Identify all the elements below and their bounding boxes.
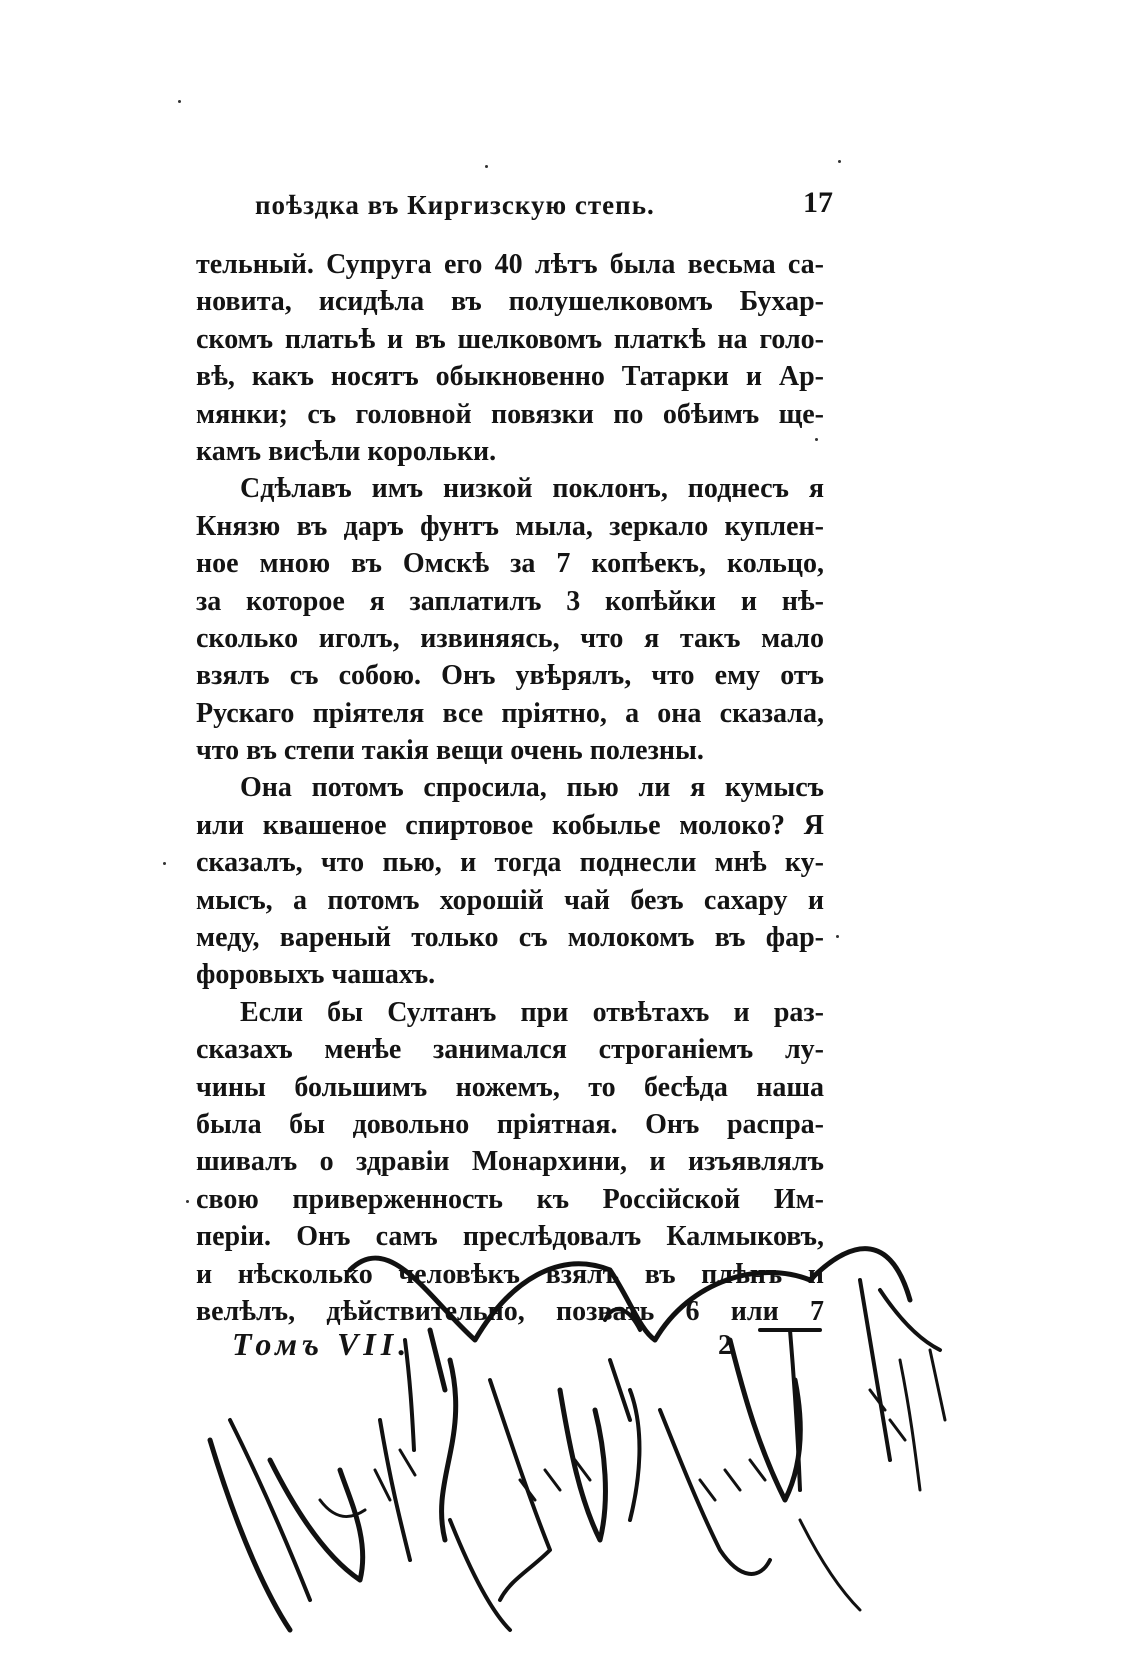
text-line: камъ висѣли корольки. (196, 435, 497, 467)
scan-speck (815, 438, 818, 441)
page-number: 17 (803, 186, 833, 219)
text-line: сколько иголъ, извиняясь, что я такъ мало (196, 622, 824, 654)
text-line: ное мною въ Омскѣ за 7 копѣекъ, кольцо, (196, 548, 824, 580)
text-line: сказахъ менѣе занимался строганіемъ лу- (196, 1034, 824, 1066)
scan-speck (163, 862, 166, 865)
signature-mark: 2 (718, 1330, 732, 1361)
text-line: Рускаго пріятеля все пріятно, а она сказала, (196, 697, 824, 729)
text-line: форовыхъ чашахъ. (196, 959, 436, 991)
scan-speck (838, 160, 841, 163)
text-line: свою приверженность къ Россійской Им- (196, 1183, 824, 1215)
text-line: сказалъ, что пью, и тогда поднесли мнѣ ку- (196, 847, 824, 879)
text-line: мянки; съ головной повязки по обѣимъ ще- (196, 398, 824, 430)
text-line: вѣ, какъ носятъ обыкновенно Татарки и Ар- (196, 361, 824, 393)
text-line: взялъ съ собою. Онъ увѣрялъ, что ему отъ (196, 660, 824, 692)
text-line: тельный. Супруга его 40 лѣтъ была весьма са- (196, 249, 824, 280)
text-line: новита, исидѣла въ полушелковомъ Бухар- (196, 286, 824, 318)
text-line: Если бы Султанъ при отвѣтахъ и раз- (240, 996, 824, 1028)
scan-speck (178, 100, 181, 103)
volume-label: Томъ VII. (232, 1326, 412, 1362)
text-line: была бы довольно пріятная. Онъ распра- (196, 1108, 824, 1140)
body-text (196, 246, 824, 1330)
text-line: велѣлъ, дѣйствительно, позвать 6 или 7 (196, 1295, 824, 1327)
handwritten-stamp-marks (200, 1220, 1020, 1640)
text-line: чины большимъ ножемъ, то бесѣда наша (196, 1071, 824, 1103)
scan-speck (836, 935, 839, 938)
text-line: шивалъ о здравіи Монархини, и изъявлялъ (196, 1146, 824, 1178)
text-line: скомъ платьѣ и въ шелковомъ платкѣ на голо- (196, 323, 824, 355)
text-line: Она потомъ спросила, пью ли я кумысъ (240, 772, 824, 804)
text-line: что въ степи такія вещи очень полезны. (196, 735, 704, 767)
scan-speck (186, 1200, 189, 1203)
text-line: мысъ, а потомъ хорошій чай безъ сахару и (196, 884, 824, 916)
text-line: Сдѣлавъ имъ низкой поклонъ, поднесъ я (240, 473, 824, 505)
text-line: или квашеное спиртовое кобылье молоко? Я (196, 809, 824, 841)
text-line: и нѣсколько человѣкъ взялъ въ плѣнъ и (196, 1258, 824, 1290)
running-title: поѣздка въ Киргизскую степь. (255, 190, 655, 220)
text-line: за которое я заплатилъ 3 копѣйки и нѣ- (196, 585, 824, 617)
text-line: Князю въ даръ фунтъ мыла, зеркало куплен- (196, 510, 824, 542)
text-line: меду, вареный только съ молокомъ въ фар- (196, 922, 824, 954)
text-line: періи. Онъ самъ преслѣдовалъ Калмыковъ, (196, 1221, 824, 1253)
scan-speck (485, 165, 488, 168)
